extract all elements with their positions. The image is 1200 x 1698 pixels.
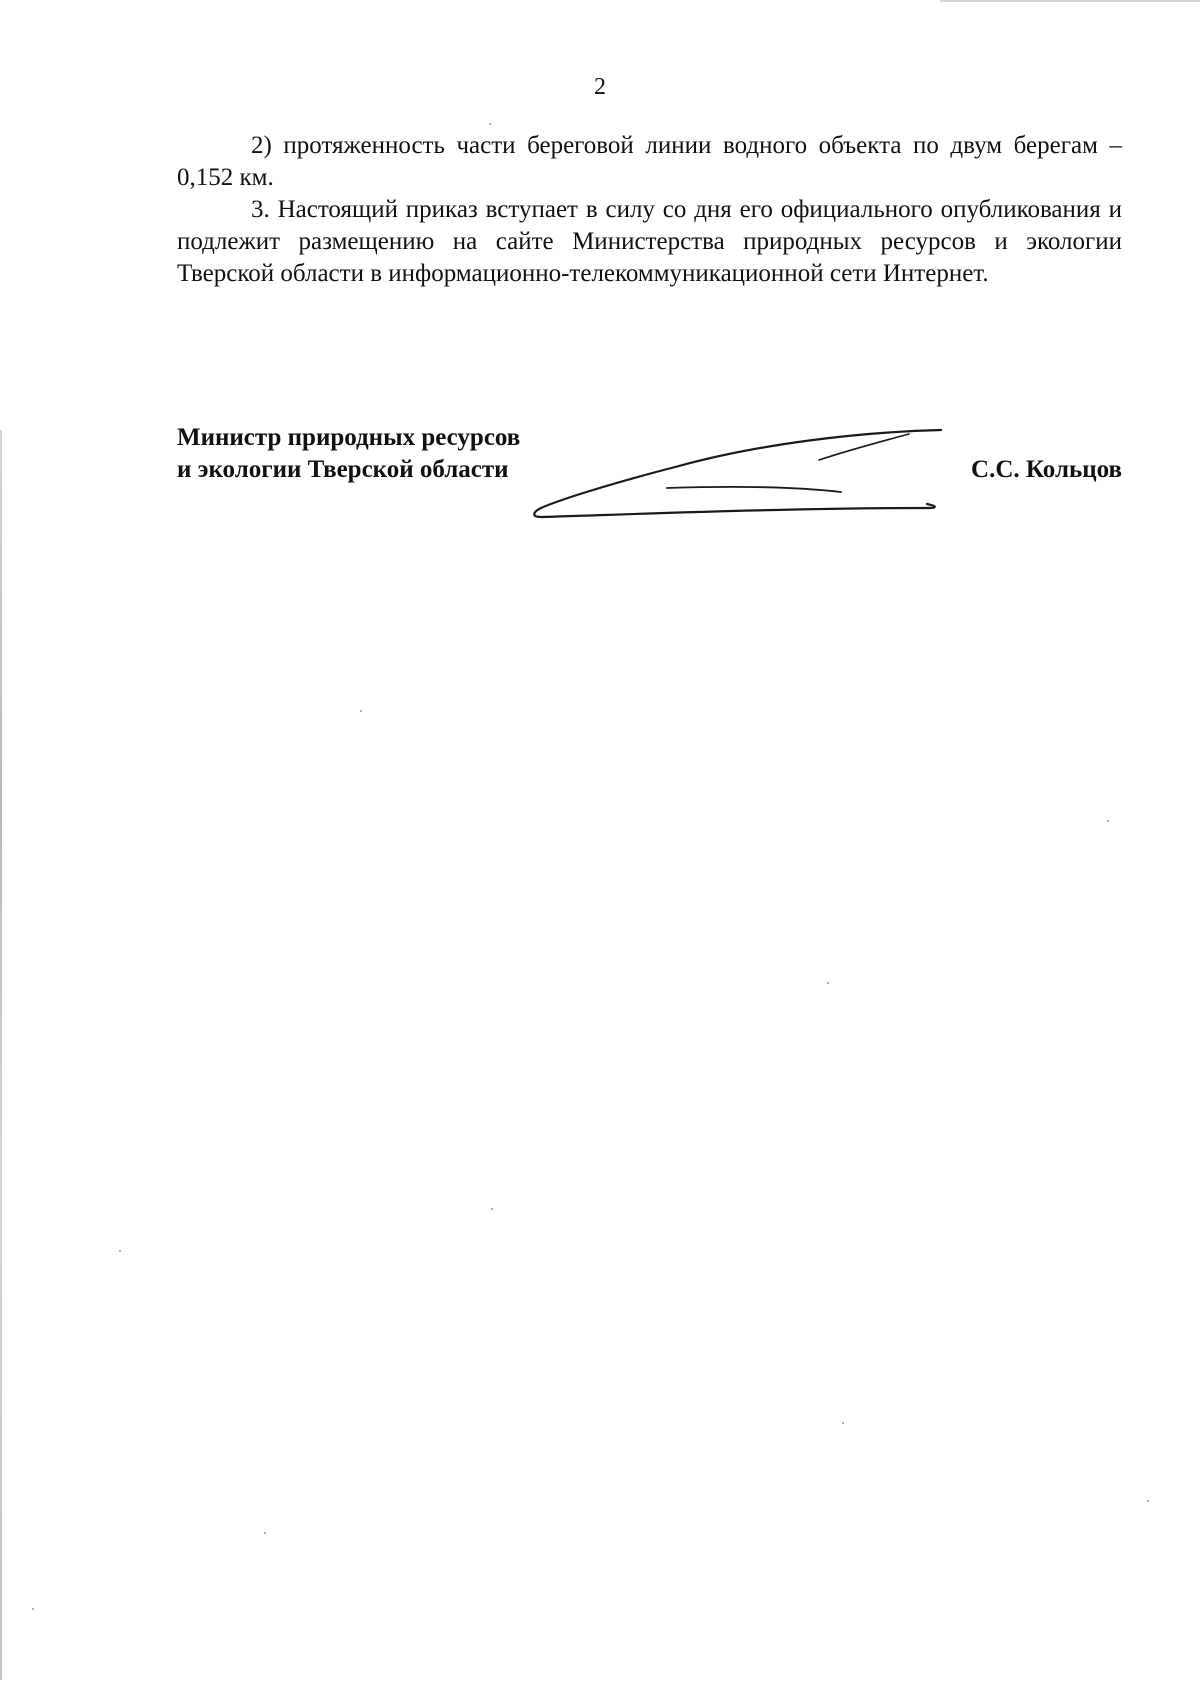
signer-title-line-1: Министр природных ресурсов [177, 424, 521, 451]
paragraph-item-2: 2) протяженность части береговой линии водного объекта по двум берегам – 0,152 км. [177, 132, 1122, 191]
page-number: 2 [594, 74, 606, 100]
signer-title-line-2: и экологии Тверской области [177, 456, 509, 483]
scan-speck [1107, 820, 1109, 822]
scan-edge-left [0, 430, 2, 1680]
scan-speck [491, 1208, 493, 1210]
paragraph-item-3: 3. Настоящий приказ вступает в силу со дня его официального опубликования и подлежит размещению на сайте Министерства природных ресурсов и экологии Тверской области в информационно-телекоммуникационной сети Интернет. [177, 196, 1122, 287]
signature-block [177, 422, 1122, 532]
handwritten-signature [529, 422, 949, 532]
scan-speck [264, 1532, 266, 1534]
signer-title [177, 422, 520, 486]
scan-speck [842, 1422, 844, 1424]
scan-edge-top [940, 0, 1200, 2]
scan-speck [32, 1608, 34, 1610]
document-body [177, 130, 1122, 290]
signer-name: С.С. Кольцов [971, 456, 1122, 483]
scan-speck [119, 1250, 121, 1252]
scan-speck [827, 982, 829, 984]
scan-speck [360, 710, 362, 712]
scan-speck [489, 123, 491, 125]
scan-speck [1147, 1500, 1149, 1502]
